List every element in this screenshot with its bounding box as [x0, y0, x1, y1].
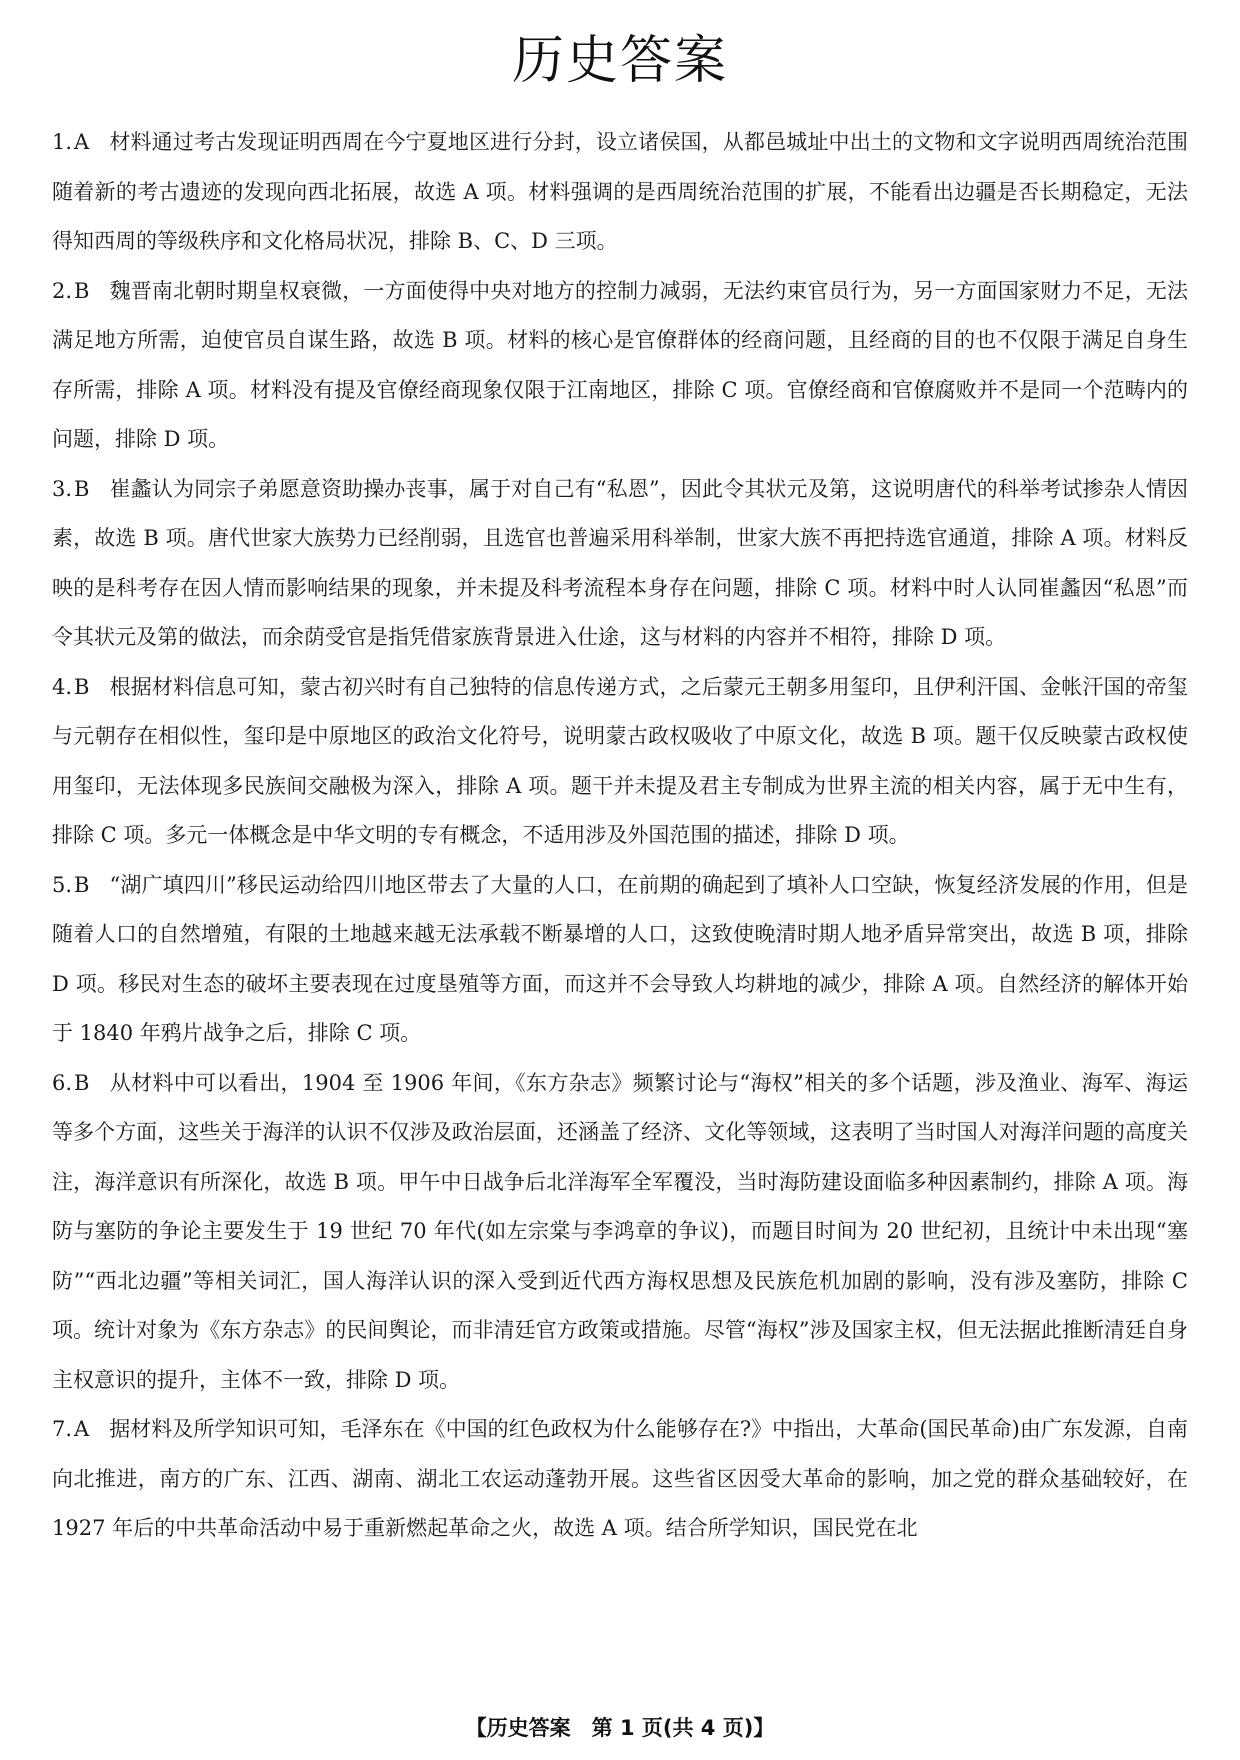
answer-explanation: 魏晋南北朝时期皇权衰微，一方面使得中央对地方的控制力减弱，无法约束官员行为，另一方面国家财力不足，无法满足地方所需，迫使官员自谋生路，故选 B 项。材料的核心是官僚群体的经商问题，且经商的目的也不仅限于满足自身生存所需，排除 A 项。材料没有提及官僚经商现象仅限于江南地区，排除 C 项。官僚经商和官僚腐败并不是同一个范畴内的问题，排除 D 项。 [52, 278, 1188, 451]
answer-letter: B [74, 872, 90, 897]
answer-item-2 [52, 267, 1188, 465]
answer-item-6 [52, 1059, 1188, 1406]
answer-item-3 [52, 465, 1188, 663]
answer-number: 4. [52, 674, 73, 699]
page-title: 历史答案 [511, 31, 728, 91]
answer-number: 5. [52, 872, 73, 897]
answer-item-4 [52, 663, 1188, 861]
answer-number: 7. [52, 1417, 73, 1441]
answer-explanation: 崔蠡认为同宗子弟愿意资助操办丧事，属于对自己有“私恩”，因此令其状元及第，这说明唐代的科举考试掺杂人情因素，故选 B 项。唐代世家大族势力已经削弱，且选官也普遍采用科举制，世家大族不再把持选官通道，排除 A 项。材料反映的是科考存在因人情而影响结果的现象，并未提及科考流程本身存在问题，排除 C 项。材料中时人认同崔蠡因“私恩”而令其状元及第的做法，而余荫受官是指凭借家族背景进入仕途，这与材料的内容并不相符，排除 D 项。 [52, 476, 1188, 649]
answer-item-5 [52, 861, 1188, 1059]
answer-item-7 [52, 1405, 1188, 1554]
answer-explanation: 根据材料信息可知，蒙古初兴时有自己独特的信息传递方式，之后蒙元王朝多用玺印，且伊利汗国、金帐汗国的帝玺与元朝存在相似性，玺印是中原地区的政治文化符号，说明蒙古政权吸收了中原文化，故选 B 项。题干仅反映蒙古政权使用玺印，无法体现多民族间交融极为深入，排除 A 项。题干并未提及君主专制成为世界主流的相关内容，属于无中生有，排除 C 项。多元一体概念是中华文明的专有概念，不适用涉及外国范围的描述，排除 D 项。 [52, 674, 1188, 847]
answer-explanation: 据材料及所学知识可知，毛泽东在《中国的红色政权为什么能够存在?》中指出，大革命(国民革命)由广东发源，自南向北推进，南方的广东、江西、湖南、湖北工农运动蓬勃开展。这些省区因受大革命的影响，加之党的群众基础较好，在 1927 年后的中共革命活动中易于重新燃起革命之火，故选 A 项。结合所学知识，国民党在北 [52, 1417, 1188, 1540]
answer-number: 3. [52, 476, 73, 501]
answer-number: 2. [52, 278, 73, 303]
answer-letter: B [74, 278, 90, 303]
answer-explanation: “湖广填四川”移民运动给四川地区带去了大量的人口，在前期的确起到了填补人口空缺，恢复经济发展的作用，但是随着人口的自然增殖，有限的土地越来越无法承载不断暴增的人口，这致使晚清时期人地矛盾异常突出，故选 B 项，排除 D 项。移民对生态的破坏主要表现在过度垦殖等方面，而这并不会导致人均耕地的减少，排除 A 项。自然经济的解体开始于 1840 年鸦片战争之后，排除 C 项。 [52, 872, 1188, 1045]
answer-explanation: 从材料中可以看出，1904 至 1906 年间，《东方杂志》频繁讨论与“海权”相关的多个话题，涉及渔业、海军、海运等多个方面，这些关于海洋的认识不仅涉及政治层面，还涵盖了经济、文化等领域，这表明了当时国人对海洋问题的高度关注，海洋意识有所深化，故选 B 项。甲午中日战争后北洋海军全军覆没，当时海防建设面临多种因素制约，排除 A 项。海防与塞防的争论主要发生于 19 世纪 70 年代(如左宗棠与李鸿章的争议)，而题目时间为 20 世纪初，且统计中未出现“塞防”“西北边疆”等相关词汇，国人海洋认识的深入受到近代西方海权思想及民族危机加剧的影响，没有涉及塞防，排除 C 项。统计对象为《东方杂志》的民间舆论，而非清廷官方政策或措施。尽管“海权”涉及国家主权，但无法据此推断清廷自身主权意识的提升，主体不一致，排除 D 项。 [52, 1070, 1188, 1392]
answer-item-1 [52, 118, 1188, 267]
answer-letter: B [74, 1070, 90, 1095]
answer-letter: B [74, 674, 90, 699]
answer-number: 6. [52, 1070, 73, 1095]
answer-number: 1. [52, 130, 73, 154]
answer-list [52, 118, 1188, 1554]
answer-explanation: 材料通过考古发现证明西周在今宁夏地区进行分封，设立诸侯国，从都邑城址中出土的文物和文字说明西周统治范围随着新的考古遗迹的发现向西北拓展，故选 A 项。材料强调的是西周统治范围的扩展，不能看出边疆是否长期稳定，无法得知西周的等级秩序和文化格局状况，排除 B、C、D 三项。 [52, 130, 1188, 253]
page-footer: 【历史答案 第 1 页(共 4 页)】 [465, 1716, 775, 1740]
answer-letter: A [74, 1417, 90, 1441]
answer-letter: B [74, 476, 90, 501]
answer-letter: A [74, 130, 90, 154]
